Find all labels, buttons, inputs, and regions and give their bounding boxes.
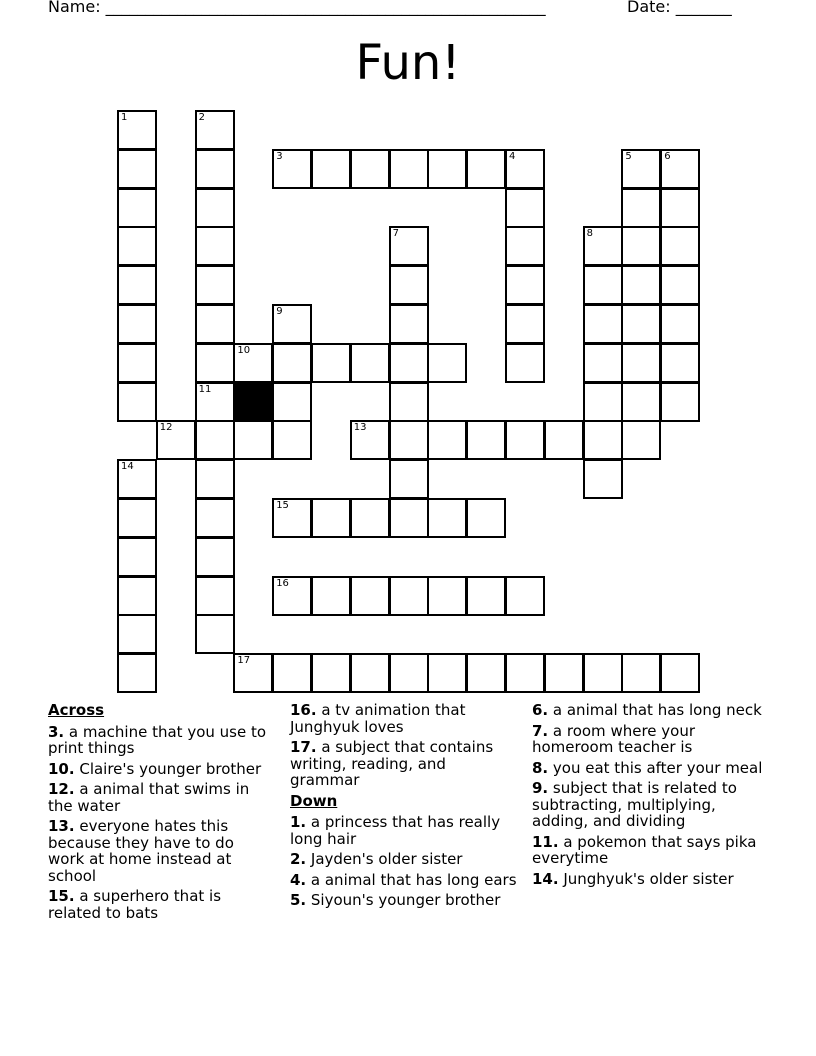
grid-cell[interactable] [117,149,157,189]
clue-number: 15 [276,500,289,511]
grid-cell[interactable] [117,653,157,693]
grid-cell[interactable] [311,498,351,538]
grid-cell[interactable] [660,382,700,422]
grid-cell[interactable] [505,343,545,383]
grid-cell[interactable] [621,149,661,189]
grid-cell[interactable] [621,304,661,344]
grid-cell[interactable] [350,420,390,460]
clue-across-17: 17. a subject that contains writing, reading, and grammar [290,738,494,789]
grid-cell[interactable] [195,110,235,150]
grid-cell[interactable] [195,304,235,344]
grid-cell[interactable] [621,420,661,460]
grid-cell[interactable] [389,226,429,266]
grid-cell[interactable] [505,653,545,693]
grid-cell[interactable] [466,420,506,460]
grid-cell[interactable] [311,576,351,616]
grid-cell[interactable] [389,304,429,344]
grid-cell[interactable] [583,265,623,305]
grid-cell[interactable] [389,653,429,693]
grid-cell[interactable] [117,382,157,422]
clue-number: 17 [237,655,251,667]
clue-across-15: 15. a superhero that is related to bats [48,887,222,922]
grid-cell[interactable] [660,188,700,228]
grid-cell[interactable] [350,343,390,383]
clue-down-4: 4. a animal that has long ears [290,870,517,889]
grid-cell[interactable] [117,226,157,266]
clue-number: 10 [237,344,251,356]
clue-number: 3 [276,150,283,162]
grid-cell[interactable] [272,498,312,538]
date-field-line: Date: _______ [627,0,732,16]
grid-cell[interactable] [117,343,157,383]
clue-number: 9 [276,306,283,317]
grid-cell[interactable] [505,304,545,344]
grid-cell[interactable] [427,420,467,460]
clue-down-8: 8. you eat this after your meal [532,758,763,777]
grid-cell[interactable] [195,420,235,460]
grid-cell[interactable] [389,149,429,189]
grid-cell[interactable] [466,653,506,693]
clue-number: 1 [121,112,128,123]
grid-cell[interactable] [311,149,351,189]
grid-cell[interactable] [389,576,429,616]
clue-down-1: 1. a princess that has really long hair [290,813,501,848]
clue-number: 14 [121,461,134,473]
grid-cell[interactable] [117,459,157,499]
grid-cell[interactable] [350,653,390,693]
grid-cell[interactable] [195,382,235,422]
grid-cell[interactable] [505,265,545,305]
grid-cell[interactable] [389,498,429,538]
grid-cell[interactable] [505,149,545,189]
across-heading: Across [48,701,105,719]
clue-number: 16 [276,577,289,589]
clue-across-13: 13. everyone hates this because they have to do work at home instead at school [48,817,234,885]
grid-cell[interactable] [195,149,235,189]
grid-cell[interactable] [427,653,467,693]
clue-down-14: 14. Junghyuk's older sister [532,869,734,888]
grid-cell[interactable] [117,537,157,577]
grid-cell[interactable] [272,382,312,422]
down-heading: Down [290,791,338,810]
clue-number: 2 [198,112,205,123]
page-title: Fun! [355,35,461,91]
grid-cell[interactable] [660,343,700,383]
clue-column-1 [48,700,273,925]
grid-cell[interactable] [350,498,390,538]
clue-number: 11 [198,383,212,395]
grid-cell[interactable] [466,498,506,538]
grid-cell[interactable] [389,382,429,422]
grid-cell[interactable] [427,498,467,538]
clue-number: 8 [586,228,593,240]
grid-cell[interactable] [195,498,235,538]
clue-number: 13 [353,422,367,434]
grid-cell[interactable] [389,265,429,305]
grid-cell[interactable] [117,576,157,616]
grid-cell[interactable] [272,653,312,693]
grid-cell[interactable] [583,459,623,499]
grid-cell[interactable] [195,265,235,305]
grid-cell[interactable] [272,576,312,616]
clue-down-11: 11. a pokemon that says pika everytime [532,832,757,867]
grid-cell[interactable] [389,343,429,383]
clue-number: 5 [625,150,632,162]
grid-cell[interactable] [233,420,273,460]
grid-cell[interactable] [389,420,429,460]
clue-down-5: 5. Siyoun's younger brother [290,891,501,909]
grid-cell[interactable] [117,265,157,305]
grid-cell[interactable] [660,265,700,305]
grid-cell[interactable] [660,653,700,693]
grid-cell[interactable] [117,110,157,150]
grid-cell[interactable] [350,576,390,616]
grid-cell[interactable] [660,226,700,266]
grid-cell[interactable] [427,576,467,616]
grid-cell[interactable] [195,576,235,616]
grid-cell[interactable] [621,265,661,305]
grid-cell[interactable] [466,149,506,189]
grid-cell[interactable] [195,226,235,266]
grid-cell[interactable] [427,343,467,383]
grid-cell[interactable] [272,343,312,383]
clue-across-12: 12. a animal that swims in the water [48,780,250,815]
grid-cell[interactable] [505,188,545,228]
grid-cell[interactable] [583,382,623,422]
clue-number: 4 [509,150,516,162]
clue-number: 12 [159,422,173,434]
clue-across-3: 3. a machine that you use to print things [48,722,267,757]
grid-cell[interactable] [117,498,157,538]
grid-cell[interactable] [621,226,661,266]
black-cell [233,382,273,422]
grid-cell[interactable] [660,149,700,189]
grid-cell[interactable] [505,420,545,460]
grid-cell[interactable] [427,149,467,189]
grid-cell[interactable] [466,576,506,616]
grid-cell[interactable] [544,653,584,693]
grid-cell[interactable] [389,459,429,499]
grid-cell[interactable] [350,149,390,189]
grid-cell[interactable] [660,304,700,344]
grid-cell[interactable] [311,343,351,383]
grid-cell[interactable] [195,343,235,383]
grid-cell[interactable] [117,614,157,654]
grid-cell[interactable] [195,614,235,654]
grid-cell[interactable] [233,653,273,693]
grid-cell[interactable] [233,343,273,383]
name-field-line: Name: _______________________________________________________ [48,0,546,16]
grid-cell[interactable] [117,188,157,228]
grid-cell[interactable] [195,188,235,228]
grid-cell[interactable] [544,420,584,460]
grid-cell[interactable] [583,304,623,344]
grid-cell[interactable] [272,420,312,460]
clue-number: 6 [664,150,671,162]
grid-cell[interactable] [311,653,351,693]
grid-cell[interactable] [117,304,157,344]
clue-number: 7 [392,228,399,240]
clue-column-2 [290,700,518,913]
grid-cell[interactable] [505,576,545,616]
clue-down-2: 2. Jayden's older sister [290,850,463,868]
grid-cell[interactable] [195,537,235,577]
grid-cell[interactable] [583,226,623,266]
grid-cell[interactable] [583,343,623,383]
grid-cell[interactable] [195,459,235,499]
grid-cell[interactable] [621,653,661,693]
grid-cell[interactable] [621,188,661,228]
clue-down-9: 9. subject that is related to subtracting, multiplying, adding, and dividing [532,779,737,830]
grid-cell[interactable] [272,149,312,189]
clue-down-7: 7. a room where your homeroom teacher is [532,721,696,756]
grid-cell[interactable] [621,382,661,422]
clue-column-3 [532,700,772,891]
clue-across-16: 16. a tv animation that Junghyuk loves [290,701,466,736]
clue-down-6: 6. a animal that has long neck [532,701,762,719]
grid-cell[interactable] [583,420,623,460]
grid-cell[interactable] [156,420,196,460]
clue-across-10: 10. Claire's younger brother [48,759,262,778]
grid-cell[interactable] [272,304,312,344]
grid-cell[interactable] [505,226,545,266]
grid-cell[interactable] [583,653,623,693]
grid-cell[interactable] [621,343,661,383]
